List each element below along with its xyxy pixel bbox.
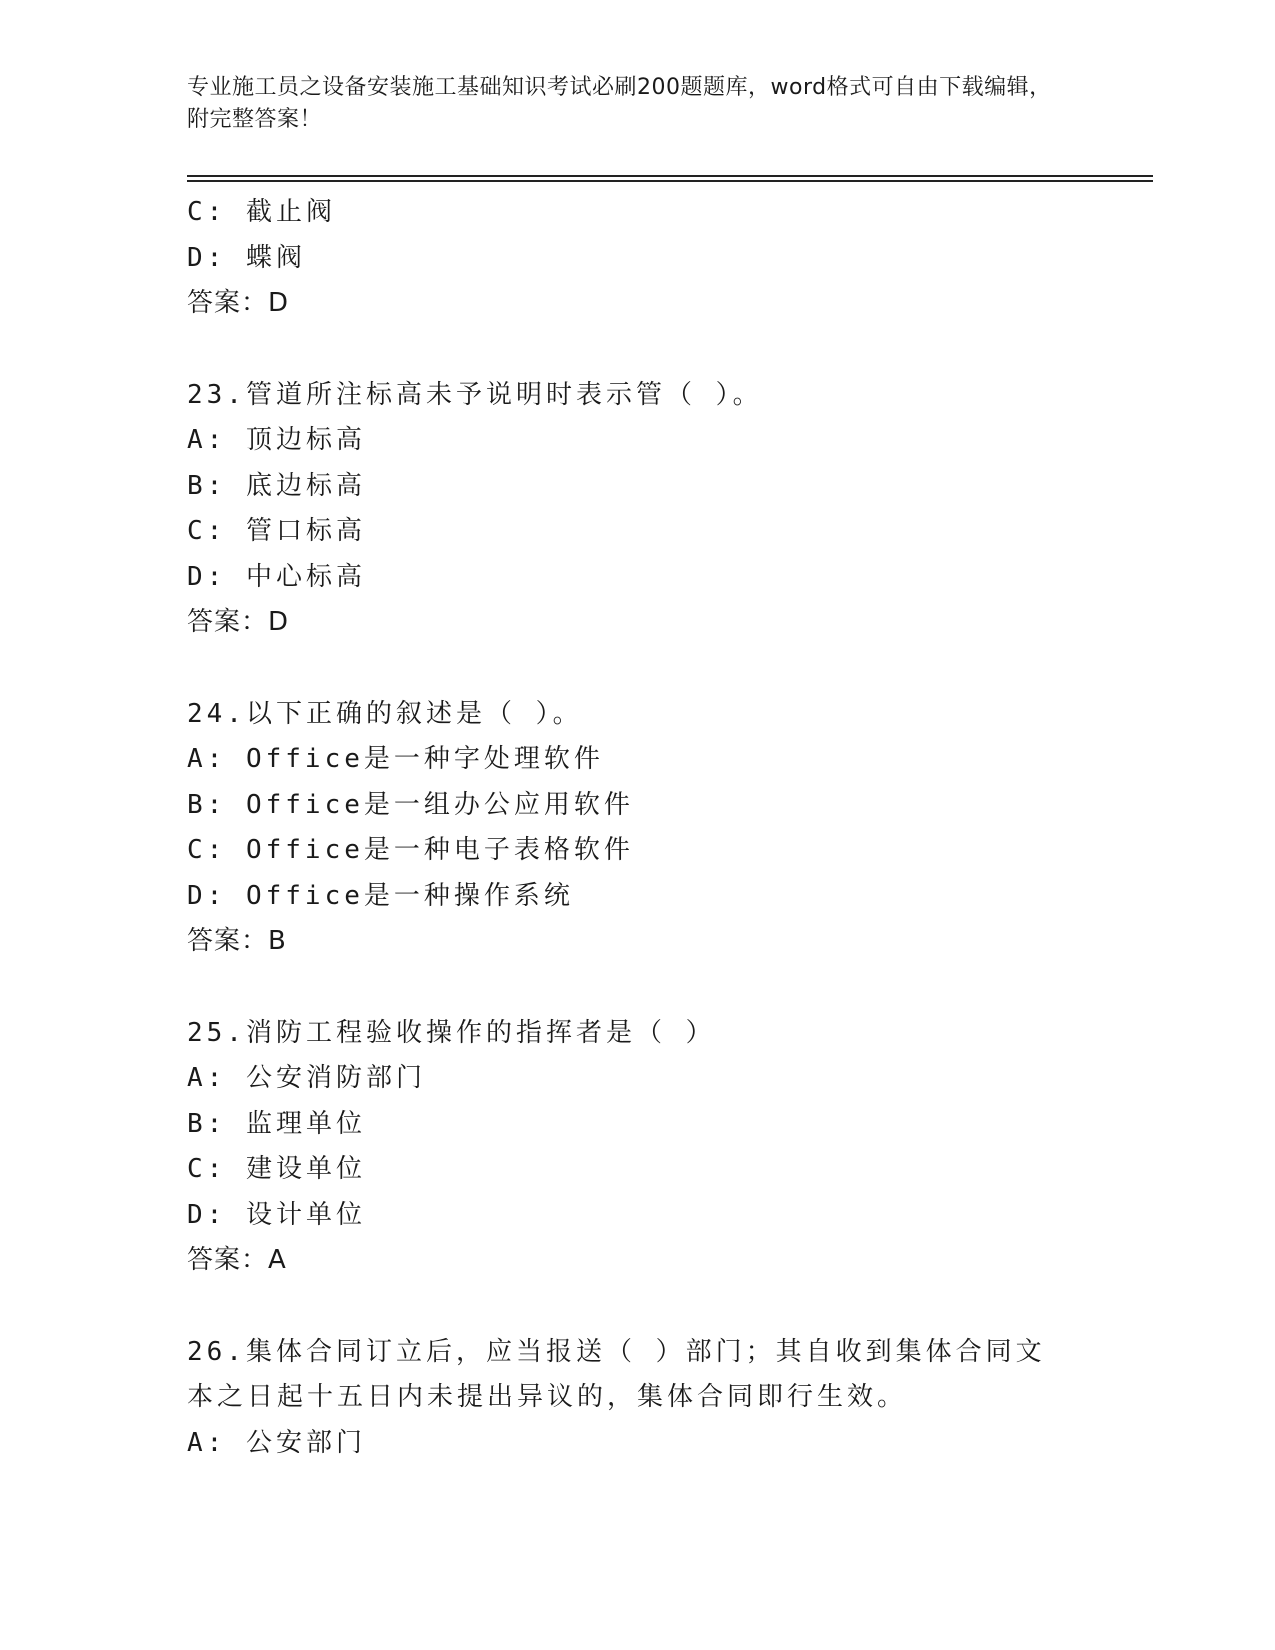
option-a: A: Office是一种字处理软件 xyxy=(187,744,604,774)
question-23 xyxy=(187,373,1067,646)
question-continued xyxy=(187,190,1067,327)
option-c: C: Office是一种电子表格软件 xyxy=(187,835,634,865)
question-stem: 25.消防工程验收操作的指挥者是（ ） xyxy=(187,1017,716,1048)
header-divider-top xyxy=(187,175,1153,177)
option-d: D: 蝶阀 xyxy=(187,242,306,273)
option-d: D: 设计单位 xyxy=(187,1199,366,1230)
question-spacer xyxy=(187,327,1067,373)
option-d: D: Office是一种操作系统 xyxy=(187,880,574,911)
question-spacer xyxy=(187,1284,1067,1330)
option-b: B: 监理单位 xyxy=(187,1108,366,1139)
question-26 xyxy=(187,1330,1067,1467)
option-a: A: 公安部门 xyxy=(187,1427,366,1458)
answer-line: 答案：A xyxy=(187,1245,287,1275)
question-stem: 26.集体合同订立后，应当报送（ ）部门；其自收到集体合同文本之日起十五日内未提出异议的，集体合同即行生效。 xyxy=(187,1336,1046,1412)
question-spacer xyxy=(187,965,1067,1011)
option-c: C: 建设单位 xyxy=(187,1154,366,1184)
question-25 xyxy=(187,1011,1067,1284)
option-b: B: Office是一组办公应用软件 xyxy=(187,789,634,820)
question-stem: 23.管道所注标高未予说明时表示管（ ）。 xyxy=(187,379,763,410)
question-list xyxy=(187,190,1067,1466)
document-header-title: 专业施工员之设备安装施工基础知识考试必刷200题题库，word格式可自由下载编辑，附完整答案！ xyxy=(187,75,1052,132)
option-b: B: 底边标高 xyxy=(187,470,366,501)
question-24 xyxy=(187,692,1067,965)
option-c: C: 管口标高 xyxy=(187,516,366,546)
option-a: A: 顶边标高 xyxy=(187,425,366,455)
answer-line: 答案：D xyxy=(187,288,290,318)
option-a: A: 公安消防部门 xyxy=(187,1063,426,1093)
option-c: C: 截止阀 xyxy=(187,197,336,227)
header-divider-bottom xyxy=(187,180,1153,182)
answer-line: 答案：D xyxy=(187,607,290,637)
option-d: D: 中心标高 xyxy=(187,561,366,592)
question-stem: 24.以下正确的叙述是（ ）。 xyxy=(187,698,583,729)
question-spacer xyxy=(187,646,1067,692)
answer-line: 答案：B xyxy=(187,926,287,956)
